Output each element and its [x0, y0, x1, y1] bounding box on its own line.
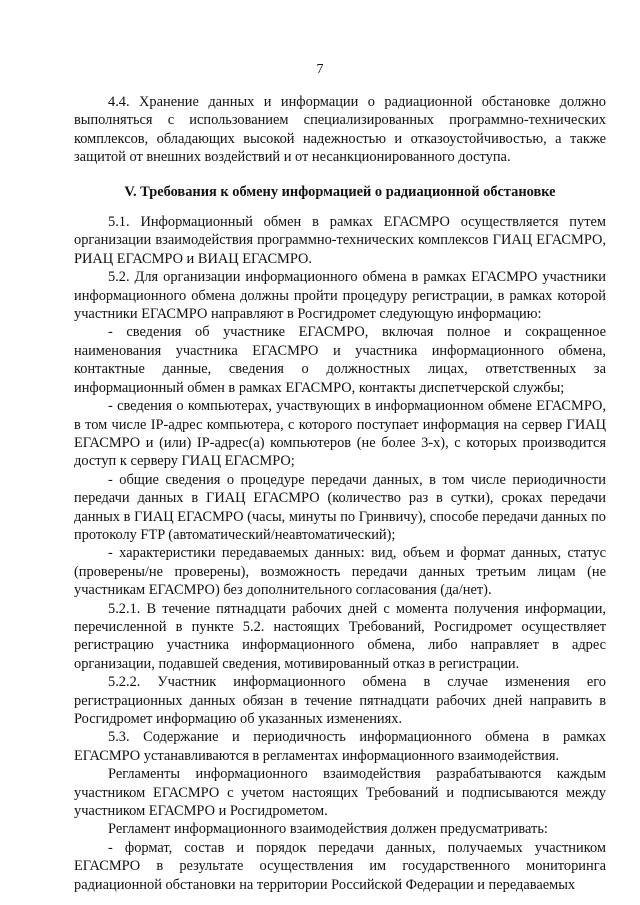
- list-item-data-characteristics: - характеристики передаваемых данных: вид, объем и формат данных, статус (проверены/не проверены), возможность передачи данных третьим лицам (не участникам ЕГАСМРО) без дополнительного согласования (да/нет).: [74, 545, 606, 599]
- paragraph-regulation-contents: Регламент информационного взаимодействия должен предусматривать:: [108, 821, 548, 838]
- paragraph-5-3: 5.3. Содержание и периодичность информационного обмена в рамках ЕГАСМРО устанавливаются в регламентах информационного взаимодействия.: [74, 729, 606, 764]
- paragraph-5-2-2: 5.2.2. Участник информационного обмена в случае изменения его регистрационных данных обязан в течение пятнадцати рабочих дней направить в Росгидромет информацию об указанных изменениях.: [74, 674, 606, 727]
- page-number: 7: [316, 62, 324, 77]
- list-item-transfer-procedure: - общие сведения о процедуре передачи данных, в том числе периодичности передачи данных в ГИАЦ ЕГАСМРО (количество раз в сутки), сроках передачи данных в ГИАЦ ЕГАСМРО (часы, минуты по Гринвичу), способе передачи данных по протоколу FTP (автоматический/неавтоматический);: [74, 471, 606, 543]
- paragraph-5-2: 5.2. Для организации информационного обмена в рамках ЕГАСМРО участники информационного обмена должны пройти процедуру регистрации, в рамках которой участники ЕГАСМРО направляют в Росгидромет следующую информацию:: [74, 269, 606, 323]
- paragraph-5-1: 5.1. Информационный обмен в рамках ЕГАСМРО осуществляется путем организации взаимодействия программно-технических комплексов ГИАЦ ЕГАСМРО, РИАЦ ЕГАСМРО и ВИАЦ ЕГАСМРО.: [74, 214, 606, 267]
- list-item-participant-info: - сведения об участнике ЕГАСМРО, включая полное и сокращенное наименования участника ЕГАСМРО и участника информационного обмена, контактные данные, сведения о должностных лицах, ответственных за информационный обмен в рамках ЕГАСМРО, контакты диспетчерской службы;: [74, 324, 606, 396]
- document-body: [74, 93, 606, 894]
- paragraph-4-4: 4.4. Хранение данных и информации о радиационной обстановке должно выполняться с использованием специализированных программно-технических комплексов, обладающих высокой надежностью и отказоустойчивостью, а также защитой от внешних воздействий и от несанкционированного доступа.: [74, 94, 606, 166]
- paragraph-regulations: Регламенты информационного взаимодействия разрабатываются каждым участником ЕГАСМРО с учетом настоящих Требований и подписываются между участником ЕГАСМРО и Росгидрометом.: [74, 766, 606, 820]
- list-item-computer-info: - сведения о компьютерах, участвующих в информационном обмене ЕГАСМРО, в том числе IP-адрес компьютера, с которого поступает информация на сервер ГИАЦ ЕГАСМРО и (или) IP-адрес(а) компьютеров (не более 3-х), с которых производится доступ к серверу ГИАЦ ЕГАСМРО;: [74, 398, 606, 470]
- section-heading: V. Требования к обмену информацией о радиационной обстановке: [124, 183, 556, 200]
- list-item-format: - формат, состав и порядок передачи данных, получаемых участником ЕГАСМРО в результате осуществления им государственного мониторинга радиационной обстановки на территории Российской Федерации и передаваемых: [74, 839, 606, 893]
- paragraph-5-2-1: 5.2.1. В течение пятнадцати рабочих дней с момента получения информации, перечисленной в пункте 5.2. настоящих Требований, Росгидромет осуществляет регистрацию участника информационного обмена, либо направляет в адрес организации, подавшей сведения, мотивированный отказ в регистрации.: [74, 600, 606, 672]
